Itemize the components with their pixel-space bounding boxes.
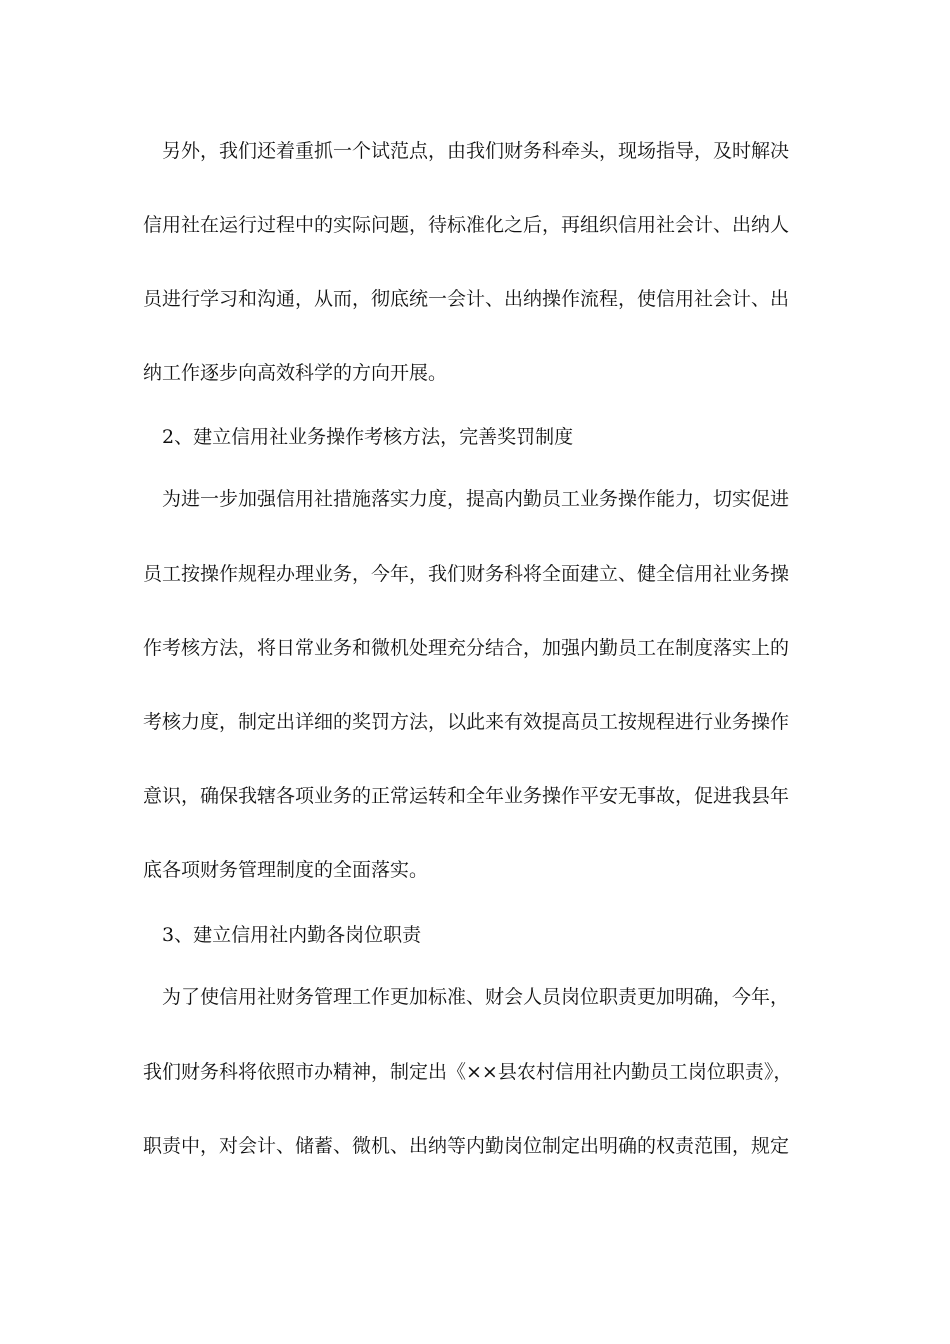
paragraph-line: 员工按操作规程办理业务，今年，我们财务科将全面建立、健全信用社业务操 [143, 563, 790, 585]
paragraph-line: 意识，确保我辖各项业务的正常运转和全年业务操作平安无事故，促进我县年 [143, 785, 790, 807]
paragraph-line: 考核力度，制定出详细的奖罚方法，以此来有效提高员工按规程进行业务操作 [143, 711, 790, 733]
paragraph-line: 底各项财务管理制度的全面落实。 [143, 859, 429, 881]
paragraph-line: 我们财务科将依照市办精神，制定出《××县农村信用社内勤员工岗位职责》， [143, 1061, 793, 1083]
section-heading [162, 423, 822, 451]
paragraph-line: 另外，我们还着重抓一个试范点，由我们财务科牵头，现场指导，及时解决 [162, 140, 790, 162]
paragraph-line: 为进一步加强信用社措施落实力度，提高内勤员工业务操作能力，切实促进 [162, 488, 790, 510]
paragraph-line: 作考核方法，将日常业务和微机处理充分结合，加强内勤员工在制度落实上的 [143, 637, 790, 659]
section-number: 2 [162, 426, 175, 448]
paragraph-line: 员进行学习和沟通，从而，彻底统一会计、出纳操作流程，使信用社会计、出 [143, 288, 790, 310]
paragraph-line: 纳工作逐步向高效科学的方向开展。 [143, 362, 448, 384]
paragraph-line: 信用社在运行过程中的实际问题，待标准化之后，再组织信用社会计、出纳人 [143, 214, 790, 236]
paragraph-line: 为了使信用社财务管理工作更加标准、财会人员岗位职责更加明确，今年， [162, 986, 790, 1008]
section-heading [162, 921, 822, 949]
section-number: 3 [162, 924, 175, 946]
section-title: 、建立信用社业务操作考核方法，完善奖罚制度 [174, 426, 574, 448]
paragraph-line: 职责中，对会计、储蓄、微机、出纳等内勤岗位制定出明确的权责范围，规定 [143, 1135, 790, 1157]
section-title: 、建立信用社内勤各岗位职责 [174, 924, 422, 946]
